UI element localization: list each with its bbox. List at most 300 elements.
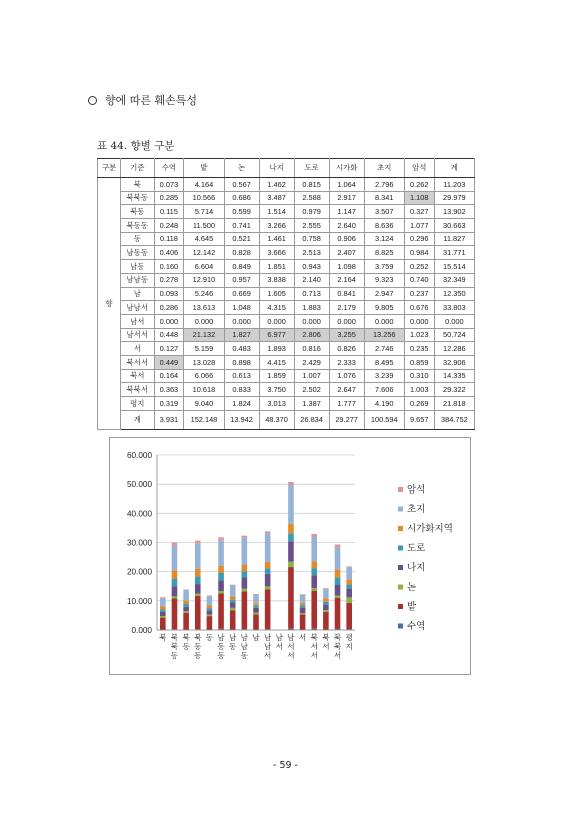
table-cell: 1.461 — [259, 232, 294, 246]
table-row — [98, 191, 475, 205]
bar-segment-암석 — [253, 594, 259, 595]
table-cell: 0.713 — [294, 287, 329, 301]
row-label-cell: 평지 — [121, 397, 155, 411]
legend-label: 밭 — [407, 601, 417, 613]
bar-segment-도로 — [183, 604, 189, 607]
table-cell: 12.910 — [184, 273, 224, 287]
table-cell: 12.286 — [434, 342, 474, 356]
bar-segment-밭 — [288, 567, 294, 629]
table-row — [98, 232, 475, 246]
bar-segment-나지 — [346, 589, 352, 598]
bar-segment-시가화지역 — [346, 579, 352, 584]
table-cell: 0.816 — [294, 342, 329, 356]
bar-segment-시가화지역 — [183, 601, 189, 604]
table-cell: 2.640 — [329, 219, 364, 233]
table-cell: 33.803 — [434, 301, 474, 315]
bar-segment-나지 — [172, 586, 178, 596]
bar-segment-시가화지역 — [300, 603, 306, 605]
x-tick-label: 남 남 동 — [240, 633, 249, 660]
table-cell: 1.108 — [404, 191, 434, 205]
bar-segment-도로 — [242, 571, 248, 577]
table-row — [98, 219, 475, 233]
table-cell: 2.555 — [294, 219, 329, 233]
bar-segment-암석 — [346, 566, 352, 567]
table-cell: 0.000 — [259, 314, 294, 328]
table-cell: 0.676 — [404, 301, 434, 315]
table-row — [98, 273, 475, 287]
bar-segment-밭 — [300, 615, 306, 630]
bar-segment-암석 — [160, 597, 166, 598]
table-body — [98, 178, 475, 430]
bar-segment-밭 — [230, 610, 236, 629]
x-tick-label: 서 — [298, 633, 307, 642]
bar-segment-암석 — [242, 536, 248, 538]
table-caption: 표 44. 향별 구분 — [97, 140, 175, 152]
table-cell: 0.599 — [224, 205, 259, 219]
table-cell: 0.406 — [154, 246, 184, 260]
table-cell: 1.827 — [224, 328, 259, 342]
bar-segment-밭 — [207, 616, 213, 630]
table-cell: 0.278 — [154, 273, 184, 287]
bar-segment-나지 — [323, 605, 329, 610]
table-cell: 50.724 — [434, 328, 474, 342]
table-row — [98, 328, 475, 342]
table-cell: 3.838 — [259, 273, 294, 287]
table-row — [98, 314, 475, 328]
table-total-row — [98, 410, 475, 429]
table-cell: 4.645 — [184, 232, 224, 246]
table-cell: 0.160 — [154, 260, 184, 274]
bar-segment-나지 — [311, 575, 317, 588]
bar-segment-초지 — [160, 598, 166, 606]
bar-segment-논 — [172, 596, 178, 598]
bar-segment-논 — [265, 586, 271, 589]
bar-segment-도로 — [172, 579, 178, 587]
legend-label: 초지 — [407, 504, 426, 515]
column-header: 암석 — [404, 159, 434, 178]
x-tick-label: 남 서 — [275, 633, 283, 651]
bar-segment-도로 — [160, 609, 166, 611]
table-cell: 0.127 — [154, 342, 184, 356]
table-cell: 1.098 — [329, 260, 364, 274]
column-header: 밭 — [184, 159, 224, 178]
bar-segment-논 — [230, 608, 236, 610]
row-label-cell: 북북서 — [121, 383, 155, 397]
bar-segment-암석 — [207, 595, 213, 596]
row-label-cell: 남남동 — [121, 273, 155, 287]
table-cell: 3.255 — [329, 328, 364, 342]
legend-label: 암석 — [407, 484, 426, 496]
table-cell: 0.269 — [404, 397, 434, 411]
table-cell: 8.825 — [364, 246, 404, 260]
table-cell: 29.322 — [434, 383, 474, 397]
table-cell: 3.239 — [364, 369, 404, 383]
x-tick-label: 북 북 서 — [333, 633, 342, 660]
bar-segment-나지 — [183, 607, 189, 611]
bar-segment-논 — [218, 591, 224, 593]
table-cell: 0.237 — [404, 287, 434, 301]
bar-segment-암석 — [323, 588, 329, 589]
table-cell: 0.849 — [224, 260, 259, 274]
bar-segment-초지 — [311, 537, 317, 562]
table-cell: 2.746 — [364, 342, 404, 356]
column-header: 초지 — [364, 159, 404, 178]
table-cell: 2.407 — [329, 246, 364, 260]
bar-segment-초지 — [195, 544, 201, 569]
bar-segment-논 — [300, 613, 306, 614]
bar-segment-시가화지역 — [323, 599, 329, 602]
legend-swatch — [398, 585, 403, 590]
legend-swatch — [398, 546, 403, 551]
table-row — [98, 397, 475, 411]
table-cell: 3.013 — [259, 397, 294, 411]
bar-segment-논 — [160, 616, 166, 618]
table-cell: 4.315 — [259, 301, 294, 315]
table-cell: 0.164 — [154, 369, 184, 383]
table-cell: 8.636 — [364, 219, 404, 233]
bar-segment-시가화지역 — [242, 565, 248, 571]
bar-segment-초지 — [172, 546, 178, 570]
bar-segment-초지 — [335, 547, 341, 569]
table-cell: 0.000 — [329, 314, 364, 328]
bar-segment-초지 — [230, 585, 236, 596]
table-cell: 9.040 — [184, 397, 224, 411]
total-cell: 48.370 — [259, 410, 294, 429]
table-cell: 0.943 — [294, 260, 329, 274]
table-cell: 32.906 — [434, 355, 474, 369]
bar-segment-나지 — [160, 612, 166, 616]
bar-segment-시가화지역 — [288, 524, 294, 533]
bar-segment-밭 — [183, 613, 189, 630]
table-cell: 0.235 — [404, 342, 434, 356]
table-row — [98, 205, 475, 219]
table-row — [98, 178, 475, 192]
bar-segment-시가화지역 — [311, 561, 317, 568]
bar-segment-나지 — [207, 610, 213, 614]
table-cell: 0.252 — [404, 260, 434, 274]
column-header: 시가화 — [329, 159, 364, 178]
table-cell: 0.828 — [224, 246, 259, 260]
bar-segment-도로 — [218, 573, 224, 580]
table-cell: 1.851 — [259, 260, 294, 274]
bar-segment-밭 — [323, 612, 329, 630]
table-cell: 0.000 — [294, 314, 329, 328]
table-cell: 13.256 — [364, 328, 404, 342]
legend-swatch — [398, 487, 403, 492]
table-cell: 0.483 — [224, 342, 259, 356]
table-cell: 13.902 — [434, 205, 474, 219]
row-label-cell: 남서서 — [121, 328, 155, 342]
table-cell: 1.003 — [404, 383, 434, 397]
table-cell: 11.203 — [434, 178, 474, 192]
total-cell: 26.834 — [294, 410, 329, 429]
table-cell: 3.666 — [259, 246, 294, 260]
group-label-cell: 향 — [98, 178, 121, 430]
total-cell: 152.148 — [184, 410, 224, 429]
table-cell: 31.771 — [434, 246, 474, 260]
bar-segment-밭 — [346, 603, 352, 629]
section-heading — [88, 92, 197, 108]
column-header: 나지 — [259, 159, 294, 178]
table-row — [98, 246, 475, 260]
legend-swatch — [398, 604, 403, 609]
table-row — [98, 383, 475, 397]
bar-segment-밭 — [242, 592, 248, 630]
table-cell: 11.827 — [434, 232, 474, 246]
table-cell: 0.118 — [154, 232, 184, 246]
table-cell: 13.613 — [184, 301, 224, 315]
table-cell: 0.669 — [224, 287, 259, 301]
row-label-cell: 북서 — [121, 369, 155, 383]
y-tick-label: 0.000 — [131, 626, 152, 635]
table-cell: 2.333 — [329, 355, 364, 369]
table-cell: 2.179 — [329, 301, 364, 315]
x-tick-label: 남 동 동 — [217, 633, 225, 660]
bar-segment-논 — [242, 589, 248, 592]
bar-segment-나지 — [265, 574, 271, 587]
table-cell: 6.604 — [184, 260, 224, 274]
bar-segment-밭 — [218, 593, 224, 628]
table-cell: 1.023 — [404, 328, 434, 342]
table-cell: 0.000 — [434, 314, 474, 328]
bar-segment-초지 — [253, 595, 259, 604]
table-cell: 10.618 — [184, 383, 224, 397]
table-cell: 0.286 — [154, 301, 184, 315]
table-cell: 7.606 — [364, 383, 404, 397]
bar-segment-시가화지역 — [195, 569, 201, 577]
table-cell: 15.514 — [434, 260, 474, 274]
table-cell: 0.686 — [224, 191, 259, 205]
table-cell: 5.246 — [184, 287, 224, 301]
table-cell: 12.350 — [434, 287, 474, 301]
legend-swatch — [398, 565, 403, 570]
table-cell: 12.142 — [184, 246, 224, 260]
table-cell: 1.893 — [259, 342, 294, 356]
y-tick-label: 50.000 — [126, 480, 152, 490]
row-label-cell: 남남서 — [121, 301, 155, 315]
bar-segment-암석 — [311, 534, 317, 537]
table-cell: 2.502 — [294, 383, 329, 397]
bar-segment-도로 — [311, 568, 317, 575]
table-cell: 14.335 — [434, 369, 474, 383]
table-cell: 10.566 — [184, 191, 224, 205]
bar-segment-논 — [253, 612, 259, 614]
bar-segment-도로 — [335, 577, 341, 584]
bar-segment-나지 — [242, 578, 248, 589]
table-cell: 21.818 — [434, 397, 474, 411]
table-cell: 0.319 — [154, 397, 184, 411]
table-cell: 2.796 — [364, 178, 404, 192]
table-cell: 1.462 — [259, 178, 294, 192]
table-cell: 0.248 — [154, 219, 184, 233]
table-cell: 0.521 — [224, 232, 259, 246]
table-cell: 0.833 — [224, 383, 259, 397]
bar-segment-초지 — [346, 567, 352, 579]
bar-segment-도로 — [207, 608, 213, 610]
x-tick-label: 북 서 — [322, 633, 330, 651]
bar-segment-암석 — [335, 544, 341, 547]
table-cell: 0.000 — [184, 314, 224, 328]
table-cell: 2.429 — [294, 355, 329, 369]
bar-segment-논 — [335, 596, 341, 598]
x-tick-label: 남 서 서 — [287, 633, 295, 660]
bar-segment-밭 — [160, 618, 166, 630]
x-tick-label: 남 남 서 — [263, 633, 272, 660]
table-cell: 0.262 — [404, 178, 434, 192]
table-cell: 4.415 — [259, 355, 294, 369]
bar-segment-암석 — [265, 531, 271, 533]
table-cell: 0.000 — [404, 314, 434, 328]
table-cell: 5.159 — [184, 342, 224, 356]
table-cell: 0.859 — [404, 355, 434, 369]
table-cell: 1.064 — [329, 178, 364, 192]
bar-segment-초지 — [242, 538, 248, 565]
table-cell: 2.140 — [294, 273, 329, 287]
x-tick-label: 남 동 — [229, 633, 237, 651]
page-number: - 59 - — [273, 760, 298, 771]
bar-segment-도로 — [346, 585, 352, 589]
table-cell: 32.349 — [434, 273, 474, 287]
legend-swatch — [398, 507, 403, 512]
bar-segment-도로 — [288, 533, 294, 541]
bar-segment-초지 — [288, 485, 294, 524]
table-cell: 3.750 — [259, 383, 294, 397]
row-label-cell: 남동 — [121, 260, 155, 274]
bar-segment-초지 — [265, 533, 271, 562]
total-label-cell: 계 — [121, 410, 155, 429]
table-cell: 13.028 — [184, 355, 224, 369]
circle-bullet-icon — [88, 96, 97, 105]
table-cell: 3.507 — [364, 205, 404, 219]
table-row — [98, 287, 475, 301]
table-cell: 6.977 — [259, 328, 294, 342]
table-cell: 1.387 — [294, 397, 329, 411]
bar-segment-암석 — [288, 482, 294, 485]
table-cell: 2.947 — [364, 287, 404, 301]
bar-segment-암석 — [172, 543, 178, 546]
table-cell: 2.917 — [329, 191, 364, 205]
row-label-cell: 남 — [121, 287, 155, 301]
table-cell: 2.164 — [329, 273, 364, 287]
row-label-cell: 북동 — [121, 205, 155, 219]
table-cell: 1.883 — [294, 301, 329, 315]
bar-segment-초지 — [207, 596, 213, 605]
table-cell: 0.093 — [154, 287, 184, 301]
row-label-cell: 동 — [121, 232, 155, 246]
x-tick-label: 북 동 — [182, 633, 190, 651]
table-cell: 0.898 — [224, 355, 259, 369]
bar-segment-시가화지역 — [160, 606, 166, 609]
row-label-cell: 북서서 — [121, 355, 155, 369]
bar-segment-시가화지역 — [335, 570, 341, 578]
column-header: 기준 — [121, 159, 155, 178]
table-cell: 0.613 — [224, 369, 259, 383]
legend-swatch — [398, 526, 403, 531]
bar-segment-밭 — [311, 591, 317, 629]
column-header: 논 — [224, 159, 259, 178]
table-cell: 1.777 — [329, 397, 364, 411]
bar-segment-시가화지역 — [172, 570, 178, 579]
y-tick-label: 60.000 — [126, 451, 152, 460]
column-header: 계 — [434, 159, 474, 178]
bar-segment-시가화지역 — [265, 562, 271, 568]
table-cell: 1.605 — [259, 287, 294, 301]
column-header: 도로 — [294, 159, 329, 178]
bar-segment-나지 — [195, 584, 201, 594]
column-header: 수역 — [154, 159, 184, 178]
x-tick-label: 북 북 동 — [170, 633, 179, 660]
table-cell: 1.077 — [404, 219, 434, 233]
table-cell: 1.859 — [259, 369, 294, 383]
legend-label: 시가화지역 — [407, 523, 453, 535]
table-cell: 0.310 — [404, 369, 434, 383]
table-cell: 0.327 — [404, 205, 434, 219]
bar-segment-암석 — [230, 585, 236, 586]
x-tick-label: 평 지 — [345, 633, 353, 651]
legend-label: 나지 — [407, 562, 426, 574]
y-tick-label: 30.000 — [126, 538, 152, 548]
table-cell: 1.048 — [224, 301, 259, 315]
table-cell: 8.495 — [364, 355, 404, 369]
table-cell: 11.500 — [184, 219, 224, 233]
bar-segment-암석 — [183, 589, 189, 590]
table-cell: 0.957 — [224, 273, 259, 287]
bar-segment-도로 — [323, 602, 329, 605]
bar-segment-암석 — [218, 537, 224, 540]
bar-segment-초지 — [300, 595, 306, 603]
bar-segment-밭 — [265, 589, 271, 629]
bar-segment-밭 — [253, 614, 259, 629]
table-cell: 9.323 — [364, 273, 404, 287]
table-cell: 0.000 — [154, 314, 184, 328]
table-row — [98, 260, 475, 274]
x-tick-label: 북 서 서 — [310, 633, 318, 660]
bar-segment-도로 — [195, 577, 201, 584]
table-cell: 1.007 — [294, 369, 329, 383]
bar-segment-나지 — [230, 602, 236, 607]
table-cell: 1.076 — [329, 369, 364, 383]
y-tick-label: 10.000 — [126, 596, 152, 606]
table-cell: 0.000 — [364, 314, 404, 328]
table-cell: 0.296 — [404, 232, 434, 246]
x-tick-label: 동 — [205, 633, 214, 642]
bar-segment-도로 — [253, 606, 259, 608]
x-tick-label: 남 — [252, 633, 260, 642]
table-cell: 0.740 — [404, 273, 434, 287]
legend-label: 도로 — [407, 543, 426, 554]
table-cell: 9.805 — [364, 301, 404, 315]
table-cell: 4.164 — [184, 178, 224, 192]
table-cell: 2.588 — [294, 191, 329, 205]
table-cell: 0.841 — [329, 287, 364, 301]
bar-segment-나지 — [253, 608, 259, 613]
table-cell: 0.363 — [154, 383, 184, 397]
row-label-cell: 북북동 — [121, 191, 155, 205]
bar-segment-도로 — [230, 600, 236, 603]
table-cell: 2.647 — [329, 383, 364, 397]
bar-segment-나지 — [300, 608, 306, 614]
table-row — [98, 342, 475, 356]
bar-segment-나지 — [218, 580, 224, 591]
row-label-cell: 북 — [121, 178, 155, 192]
bar-segment-논 — [207, 615, 213, 617]
row-label-cell: 서 — [121, 342, 155, 356]
bar-segment-시가화지역 — [253, 603, 259, 605]
bar-segment-나지 — [288, 541, 294, 561]
bar-segment-논 — [183, 611, 189, 613]
bar-segment-밭 — [195, 596, 201, 630]
row-label-cell: 남동동 — [121, 246, 155, 260]
